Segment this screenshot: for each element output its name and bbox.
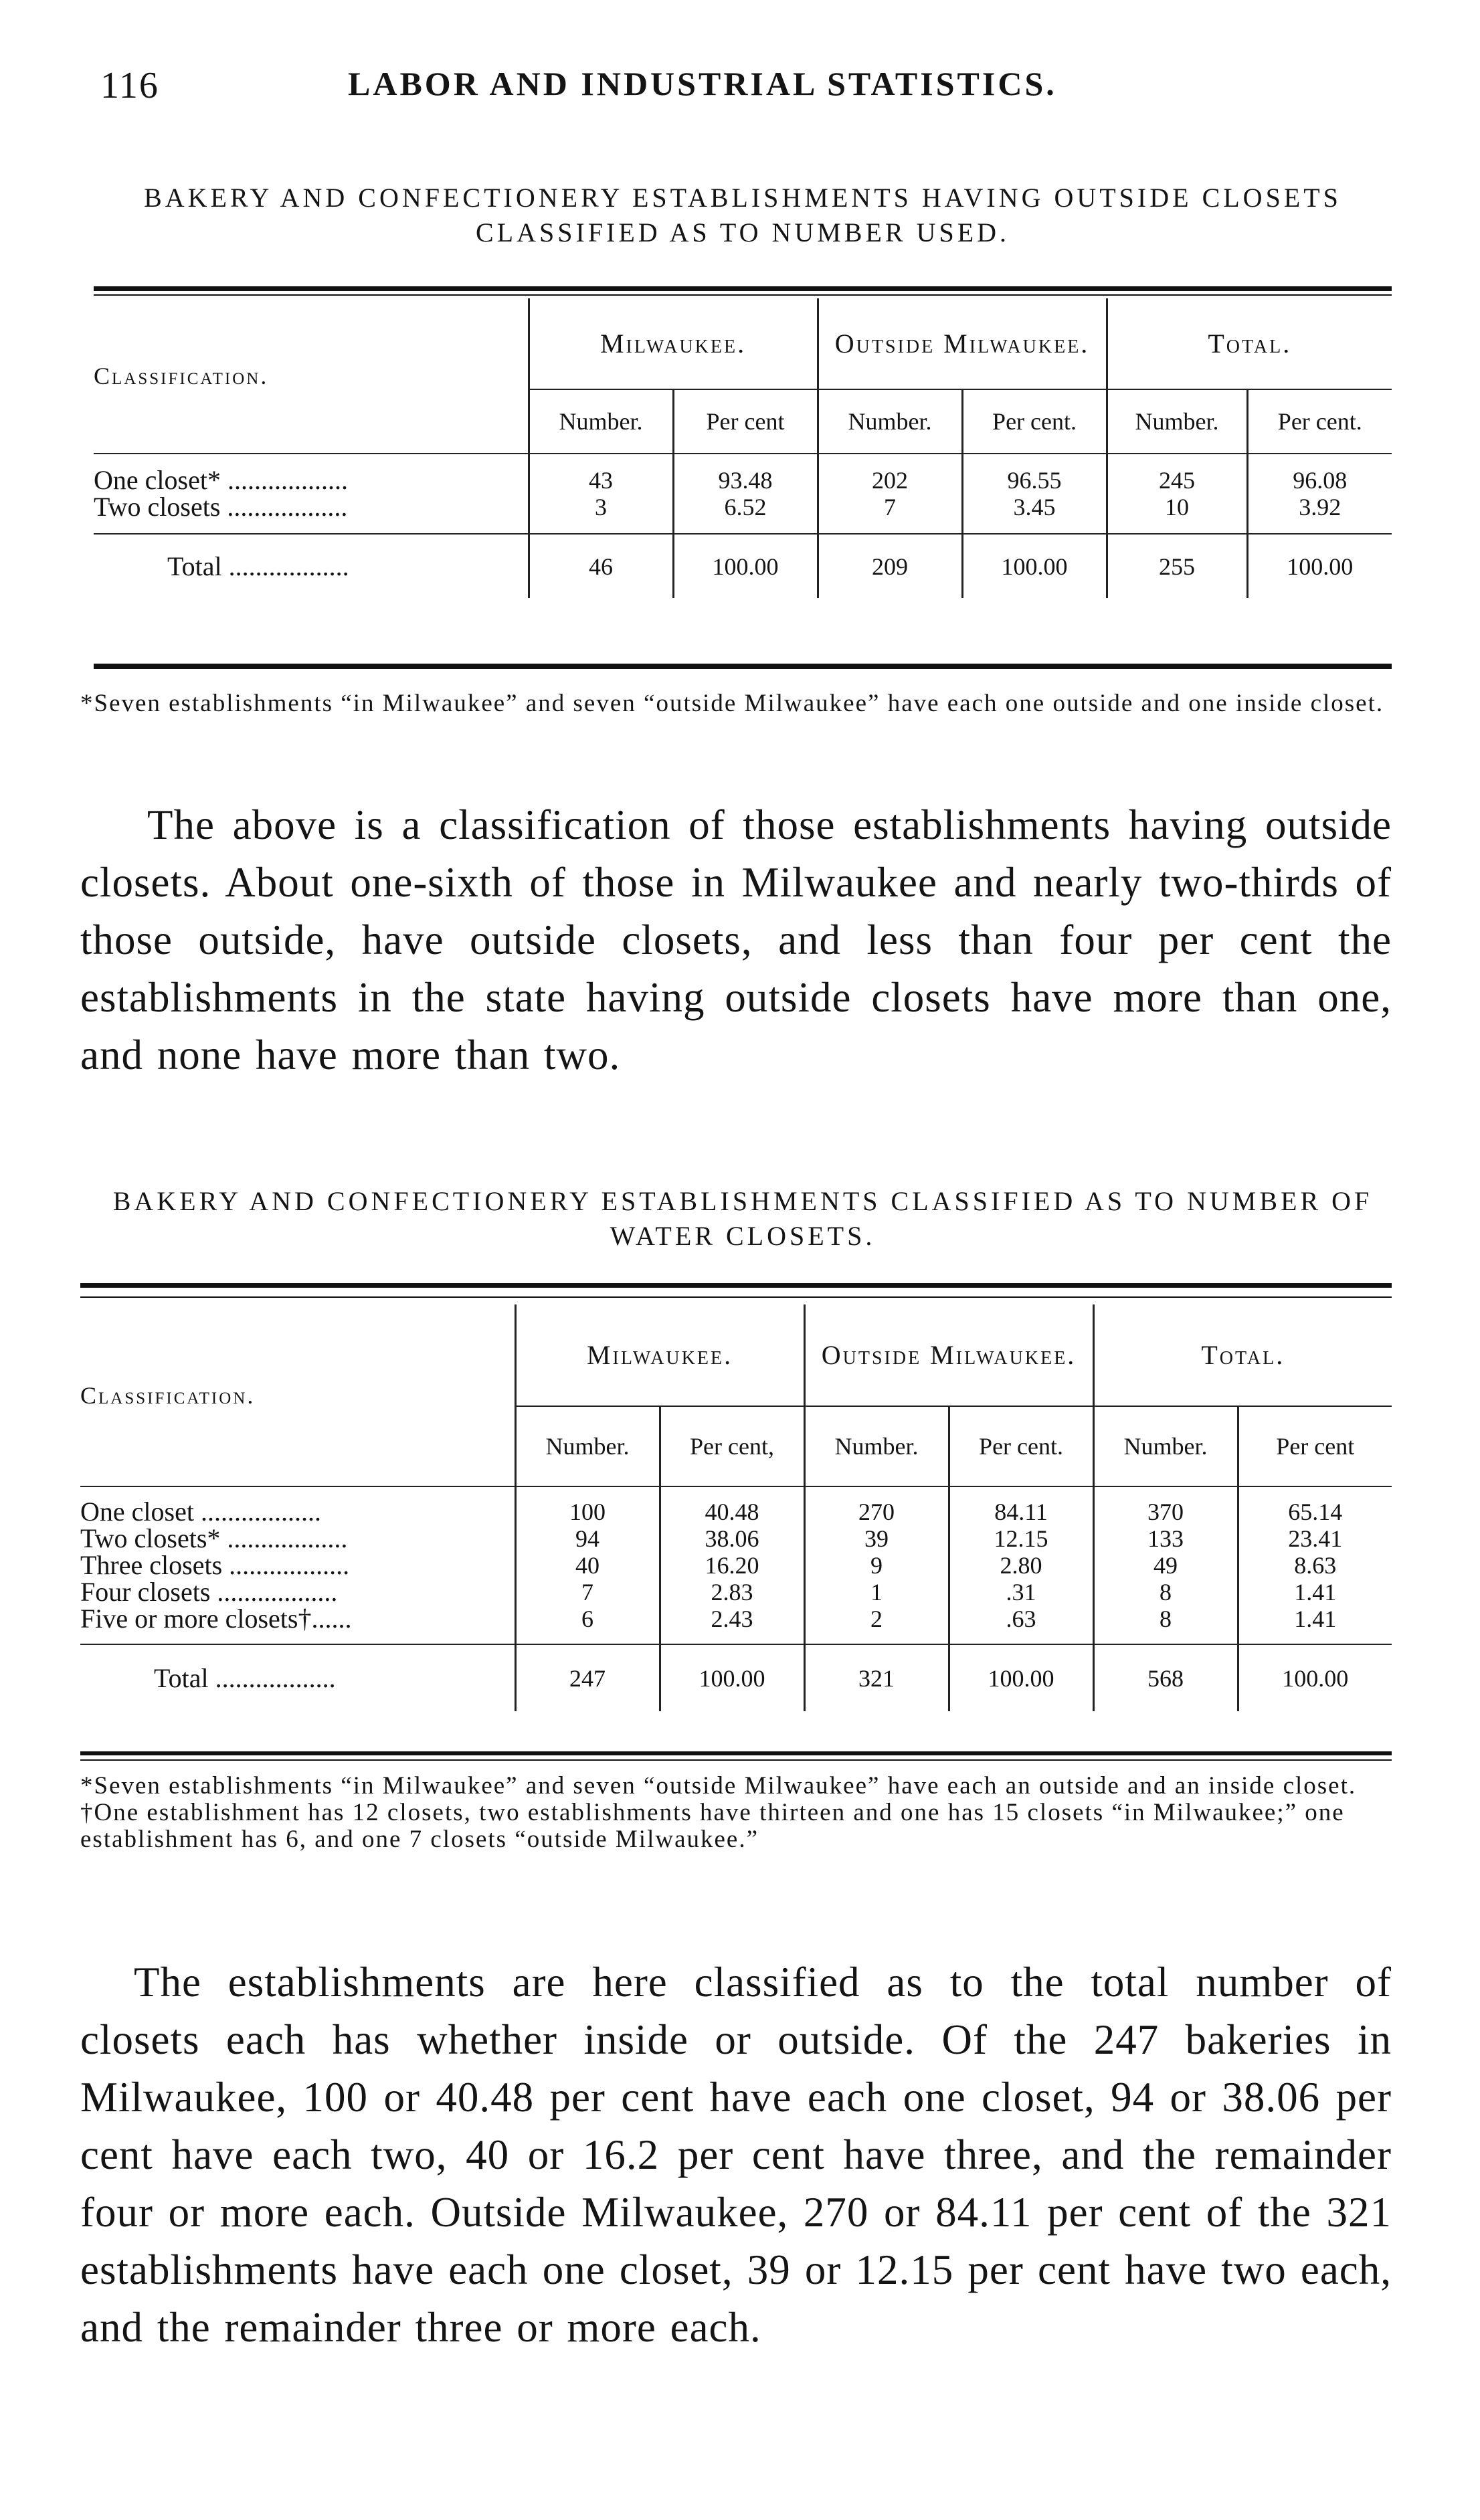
table2-subheader-mil-percent: Per cent,: [660, 1406, 804, 1486]
table2-row-labels: [80, 1486, 515, 1644]
table2-cell: 23.41: [1288, 1525, 1343, 1552]
table2-col-out-number: [804, 1486, 949, 1644]
table2-col-mil-number: [515, 1486, 660, 1644]
table1-total-label-cell: [94, 534, 529, 598]
table2-cell: 40.48: [705, 1498, 759, 1525]
table1-cell: 3.92: [1299, 494, 1342, 520]
running-title: LABOR AND INDUSTRIAL STATISTICS.: [348, 65, 1057, 102]
table1-cell: 202: [872, 467, 909, 494]
table1-total-cell: 100.00: [673, 534, 818, 598]
table1-header-outside-milwaukee: Outside Milwaukee.: [818, 298, 1107, 389]
table1-subheader-mil-number: Number.: [529, 389, 673, 454]
table2-cell: 370: [1147, 1498, 1184, 1525]
table1-header-total: Total.: [1107, 298, 1392, 389]
table2-header-total: Total.: [1093, 1304, 1392, 1406]
table2-subheader-mil-number: Number.: [515, 1406, 660, 1486]
table2-cell: 2.43: [711, 1606, 753, 1632]
table2-cell: 2.80: [1000, 1552, 1042, 1579]
table2-cell: 100: [569, 1498, 606, 1525]
table2-cell: 84.11: [994, 1498, 1048, 1525]
table1-row-labels: [94, 454, 529, 534]
table1-col-mil-percent: [673, 454, 818, 534]
table2-cell: 65.14: [1288, 1498, 1343, 1525]
table2-total-row: [80, 1644, 1392, 1711]
table2-cell: 12.15: [994, 1525, 1048, 1552]
table2-cell: 9: [870, 1552, 883, 1579]
paragraph-2: The establishments are here classified as to the total number of closets each has whether inside or outside. Of the 247 bakeries in Milwaukee, 100 or 40.48 per cent have each one closet, 94 or 38.06 per cent have each two, 40 or 16.2 per cent have three, and the remainder four or more each. Outside Milwaukee, 270 or 84.11 per cent of the 321 establishments have each one closet, 39 or 12.15 per cent have two each, and the remainder three or more each.: [80, 1959, 1392, 2351]
table1-body: [94, 454, 1392, 534]
table2-cell: 16.20: [705, 1552, 759, 1579]
table1-subheader-out-percent: Per cent.: [962, 389, 1107, 454]
table1-cell: 3: [595, 494, 607, 520]
table2-title: BAKERY AND CONFECTIONERY ESTABLISHMENTS CLASSIFIED AS TO NUMBER OF WATER CLOSETS.: [112, 1186, 1373, 1251]
table1-col-tot-number: [1107, 454, 1247, 534]
table1-subheader-tot-percent: Per cent.: [1247, 389, 1392, 454]
table2-row-label: One closet ..................: [80, 1498, 321, 1525]
table2-cell: 2.83: [711, 1579, 753, 1606]
table2-footnotes: [80, 1773, 1392, 1853]
table2-cell: 38.06: [705, 1525, 759, 1552]
table2-total-cell: 568: [1093, 1644, 1238, 1711]
table1-header-milwaukee: Milwaukee.: [529, 298, 818, 389]
table2-row-label: Five or more closets†......: [80, 1606, 352, 1632]
table2-bottom-rule-thin: [80, 1759, 1392, 1761]
table2-total-label: Total ..................: [154, 1663, 336, 1693]
table2-cell: 6: [581, 1606, 593, 1632]
table1-subheader-tot-number: Number.: [1107, 389, 1247, 454]
table1-cell: 96.55: [1007, 467, 1062, 494]
table1-cell: 96.08: [1293, 467, 1348, 494]
table2-classification-header: Classification.: [80, 1381, 256, 1409]
table1-subheader-mil-percent: Per cent: [673, 389, 818, 454]
table1-footnotes: [80, 690, 1392, 717]
table1-cell: 6.52: [724, 494, 767, 520]
table1-bottom-rule: [94, 664, 1392, 669]
table2-cell: .63: [1006, 1606, 1036, 1632]
table1-cell: 7: [884, 494, 897, 520]
table2-top-rule-thin: [80, 1296, 1392, 1298]
table1-cell: 245: [1159, 467, 1196, 494]
table2-subheader-tot-number: Number.: [1093, 1406, 1238, 1486]
table2-col-tot-number: [1093, 1486, 1238, 1644]
table2-footnote: †One establishment has 12 closets, two establishments have thirteen and one has 15 closets “in Milwaukee;” one establishment has 6, and one 7 closets “outside Milwaukee.”: [80, 1799, 1345, 1853]
table2-subheader-out-number: Number.: [804, 1406, 949, 1486]
table2-total-cell: 247: [515, 1644, 660, 1711]
table1-col-mil-number: [529, 454, 673, 534]
table2-cell: 94: [575, 1525, 599, 1552]
table1-total-cell: 46: [529, 534, 673, 598]
table2-cell: 49: [1153, 1552, 1178, 1579]
table2-row-label: Three closets ..................: [80, 1552, 350, 1579]
running-header: [100, 64, 1385, 118]
table2-top-rule: [80, 1283, 1392, 1288]
table2-cell: 1: [870, 1579, 883, 1606]
table1-col-out-percent: [962, 454, 1107, 534]
table1-col-out-number: [818, 454, 962, 534]
table1-classification-header: Classification.: [94, 362, 269, 389]
table2-footnote: *Seven establishments “in Milwaukee” and seven “outside Milwaukee” have each an outside and an inside closet.: [80, 1772, 1357, 1800]
table2-bottom-rule: [80, 1751, 1392, 1755]
table1-row-label: One closet* ..................: [94, 467, 348, 494]
table2-cell: 1.41: [1294, 1579, 1337, 1606]
table1-row-label: Two closets ..................: [94, 494, 348, 520]
table2-cell: 8: [1160, 1606, 1172, 1632]
table2-cell: 39: [864, 1525, 889, 1552]
table2-col-out-percent: [949, 1486, 1093, 1644]
table1: [94, 298, 1392, 598]
table2-cell: 133: [1147, 1525, 1184, 1552]
table2-cell: 40: [575, 1552, 599, 1579]
table1-top-rule: [94, 286, 1392, 291]
table2-cell: 1.41: [1294, 1606, 1337, 1632]
table1-total-label: Total ..................: [167, 551, 349, 581]
table2: [80, 1304, 1392, 1711]
paragraph-1: The above is a classification of those establishments having outside closets. About one-sixth of those in Milwaukee and nearly two-thirds of those outside, have outside closets, and less than four per cent the establishments in the state having outside closets have more than one, and none have more than two.: [80, 801, 1392, 1078]
table1-top-rule-thin: [94, 294, 1392, 296]
table2-cell: 8: [1160, 1579, 1172, 1606]
table1-cell: 93.48: [718, 467, 773, 494]
table1-cell: 3.45: [1013, 494, 1056, 520]
table2-total-cell: 321: [804, 1644, 949, 1711]
table2-header-milwaukee: Milwaukee.: [515, 1304, 804, 1406]
table2-row-label: Four closets ..................: [80, 1579, 338, 1606]
table2-header-outside-milwaukee: Outside Milwaukee.: [804, 1304, 1093, 1406]
table1-total-cell: 209: [818, 534, 962, 598]
page-number: 116: [100, 65, 159, 106]
table1-total-cell: 100.00: [962, 534, 1107, 598]
table1-col-tot-percent: [1247, 454, 1392, 534]
table2-cell: .31: [1006, 1579, 1036, 1606]
table2-total-cell: 100.00: [660, 1644, 804, 1711]
table1-total-cell: 100.00: [1247, 534, 1392, 598]
table1-footnote: *Seven establishments “in Milwaukee” and seven “outside Milwaukee” have each one outside and one inside closet.: [80, 690, 1384, 717]
table2-col-tot-percent: [1238, 1486, 1392, 1644]
table1-total-cell: 255: [1107, 534, 1247, 598]
table1-total-row: [94, 534, 1392, 598]
table1-cell: 10: [1165, 494, 1190, 520]
table1-subheader-out-number: Number.: [818, 389, 962, 454]
table2-total-label-cell: [80, 1644, 515, 1711]
table2-cell: 7: [581, 1579, 593, 1606]
table2-cell: 270: [858, 1498, 895, 1525]
table2-col-mil-percent: [660, 1486, 804, 1644]
table1-cell: 43: [589, 467, 613, 494]
table2-body: [80, 1486, 1392, 1644]
table2-cell: 2: [870, 1606, 883, 1632]
table2-total-cell: 100.00: [949, 1644, 1093, 1711]
table1-title: BAKERY AND CONFECTIONERY ESTABLISHMENTS HAVING OUTSIDE CLOSETS CLASSIFIED AS TO NUMBER USED.: [144, 183, 1342, 248]
table2-subheader-tot-percent: Per cent: [1238, 1406, 1392, 1486]
table2-total-cell: 100.00: [1238, 1644, 1392, 1711]
table2-cell: 8.63: [1294, 1552, 1337, 1579]
table2-row-label: Two closets* ..................: [80, 1525, 348, 1552]
table2-subheader-out-percent: Per cent.: [949, 1406, 1093, 1486]
